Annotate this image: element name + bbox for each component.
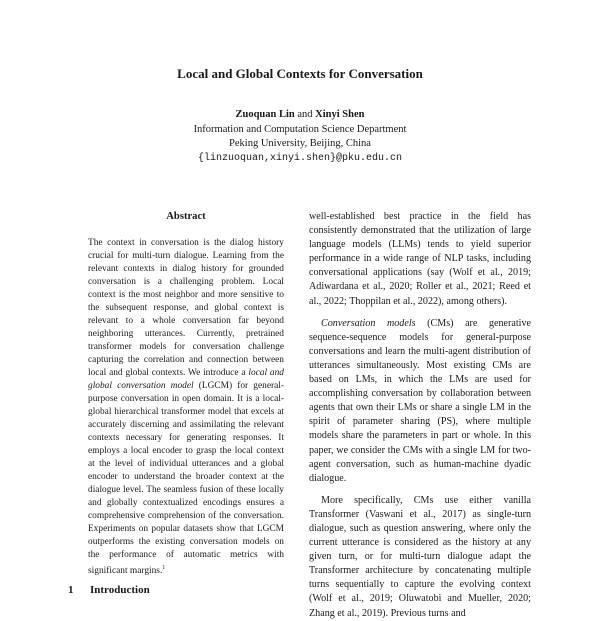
paper-title: Local and Global Contexts for Conversation — [177, 66, 423, 81]
intro-heading — [68, 584, 150, 596]
author-block — [0, 108, 600, 166]
body-paragraph-1: well-established best practice in the field has consistently demonstrated that the utilization of large language models (LLMs) tends to yield superior performance in a wide range of NLP tasks, including conversational applications (say (Wolf et al., 2019; Adiwardana et al., 2020; Roller et al., 2021; Reed et al., 2022; Thoppilan et al., 2022), among others). — [309, 211, 531, 307]
intro-section-number: 1 — [68, 584, 74, 596]
author-1: Zuoquan Lin — [235, 109, 295, 120]
author-names — [0, 108, 600, 123]
author-email: {linzuoquan,xinyi.shen}@pku.edu.cn — [197, 152, 403, 164]
right-column — [309, 210, 531, 621]
author-conjunction: and — [297, 109, 313, 120]
body-paragraph-2 — [309, 317, 531, 486]
abstract-text-italic: local and global conversation model — [88, 368, 284, 391]
abstract-heading: Abstract — [166, 211, 206, 222]
body-paragraph-2-text: (CMs) are generative sequence-sequence models for general-purpose conversations and learn the multi-agent distribution of utterances simultaneously. Most existing CMs are based on LMs, in which the LMs are used for accomplishing conversation by collaboration between agents that own their LMs or share a single LM in the spirit of parameter sharing (PS), where multiple models share the parameters in part or whole. In this paper, we consider the CMs with a single LM for two-agent conversation, such as human-machine dyadic dialogue. — [309, 317, 531, 484]
affiliation-department: Information and Computation Science Department — [193, 123, 407, 135]
term-conversation-models: Conversation models — [321, 317, 416, 329]
abstract-text-part2: (LGCM) for general-purpose conversation in open domain. It is a local-global hierarchical transformer model that excels at accurately discerning and assimilating the relevant contexts necessary for generating responses. It employs a local encoder to grasp the local context at the level of individual utterances and a global encoder to understand the broader context at the dialogue level. The seamless fusion of these locally and globally contextualized encodings ensures a comprehensive comprehension of the conversation. Experiments on popular datasets show that LGCM outperforms the existing conversation models on the performance of automatic metrics with significant margins. — [88, 381, 284, 577]
intro-section-title: Introduction — [90, 584, 150, 596]
abstract-text-part1: The context in conversation is the dialog history crucial for multi-turn dialogue. Learning from the relevant contexts in dialog history for grounded conversation is a challenging problem. Local context is the most neighbor and more sensitive to the subsequent response, and global context is relevant to a whole conversation far beyond neighboring utterances. Currently, pretrained transformer models for conversation challenge capturing the correlation and connection between local and global contexts. We introduce a — [88, 238, 284, 378]
footnote-mark: 1 — [162, 565, 166, 571]
body-paragraph-3: More specifically, CMs use either vanilla Transformer (Vaswani et al., 2017) as single-turn dialogue, such as question answering, where only the current utterance is considered as the history at any given turn, or for multi-turn dialogue adapt the Transformer architecture by concatenating multiple turns sequentially to capture the evolving context (Wolf et al., 2019; Oluwatobi and Mueller, 2020; Zhang et al., 2019). Previous turns and — [309, 494, 531, 619]
abstract-text — [88, 237, 284, 578]
affiliation-university: Peking University, Beijing, China — [229, 138, 371, 149]
left-column — [88, 210, 284, 578]
author-2: Xinyi Shen — [315, 109, 365, 120]
